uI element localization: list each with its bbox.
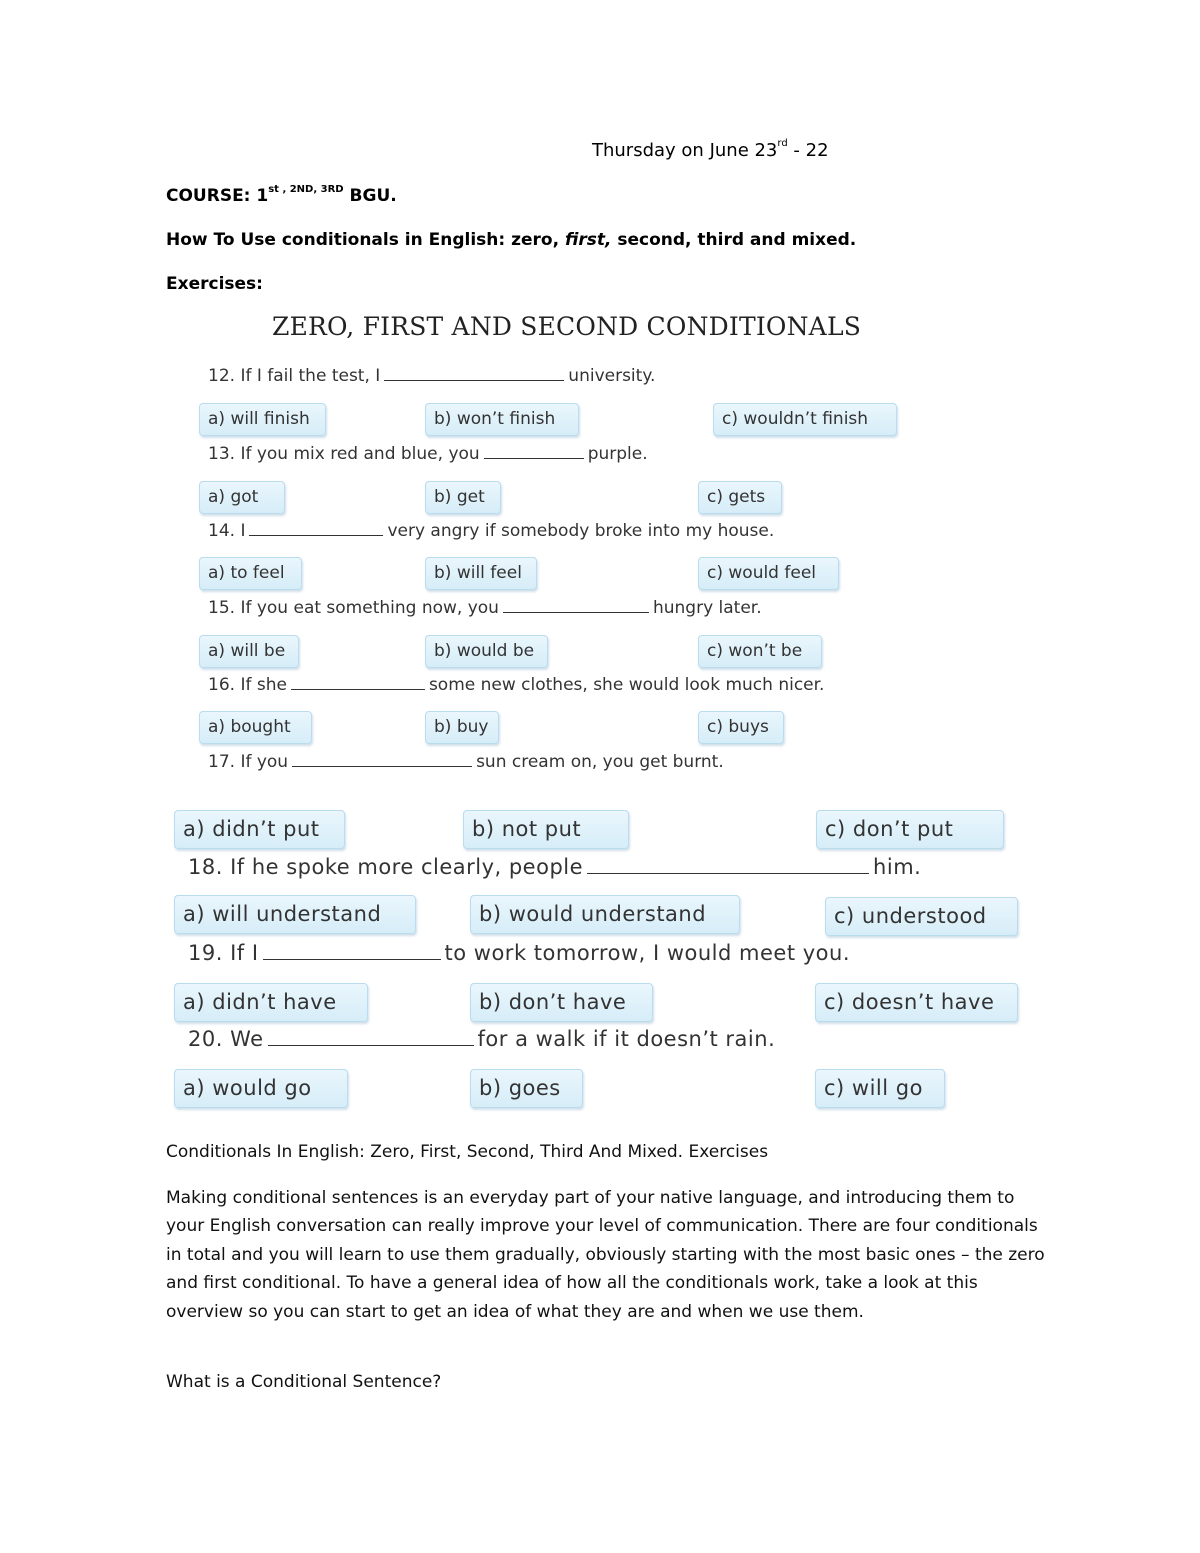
answer-blank[interactable] — [292, 765, 472, 767]
option-b[interactable]: b) would understand — [470, 895, 740, 934]
option-b[interactable]: b) not put — [463, 810, 629, 849]
date-text: Thursday on June 23 — [592, 140, 778, 161]
question-14 — [208, 521, 774, 541]
answer-blank[interactable] — [291, 688, 425, 690]
option-c[interactable]: c) would feel — [698, 557, 839, 590]
option-c[interactable]: c) doesn’t have — [815, 983, 1018, 1022]
option-a[interactable]: a) didn’t have — [174, 983, 368, 1022]
option-a[interactable]: a) didn’t put — [174, 810, 345, 849]
answer-blank[interactable] — [503, 611, 649, 613]
question-20 — [188, 1027, 775, 1051]
course-levels: st , 2ND, 3RD — [268, 184, 344, 195]
option-c[interactable]: c) gets — [698, 481, 782, 514]
question-text: 16. If she — [208, 675, 287, 695]
option-a[interactable]: a) to feel — [199, 557, 302, 590]
option-b[interactable]: b) would be — [425, 635, 548, 668]
question-text-end: him. — [873, 855, 922, 879]
date-line — [592, 140, 829, 161]
answer-blank[interactable] — [384, 379, 564, 381]
question-text: 20. We — [188, 1027, 264, 1051]
question-text: 19. If I — [188, 941, 259, 965]
question-17 — [208, 752, 724, 772]
howto-heading — [166, 230, 856, 250]
question-text-end: hungry later. — [652, 598, 762, 618]
article-question: What is a Conditional Sentence? — [166, 1372, 442, 1392]
option-c[interactable]: c) don’t put — [816, 810, 1004, 849]
option-b[interactable]: b) won’t finish — [425, 403, 579, 436]
question-text-end: purple. — [587, 444, 648, 464]
answer-blank[interactable] — [268, 1044, 474, 1046]
howto-italic: first, — [564, 230, 612, 250]
exercises-label: Exercises: — [166, 274, 263, 294]
question-16 — [208, 675, 824, 695]
question-text: 13. If you mix red and blue, you — [208, 444, 480, 464]
option-c[interactable]: c) buys — [698, 711, 784, 744]
question-13 — [208, 444, 648, 464]
option-b[interactable]: b) will feel — [425, 557, 537, 590]
question-text-end: for a walk if it doesn’t rain. — [477, 1027, 776, 1051]
option-b[interactable]: b) buy — [425, 711, 499, 744]
question-text-end: very angry if somebody broke into my house. — [387, 521, 775, 541]
option-a[interactable]: a) will finish — [199, 403, 326, 436]
question-19 — [188, 941, 850, 965]
answer-blank[interactable] — [249, 534, 383, 536]
answer-blank[interactable] — [484, 457, 584, 459]
option-a[interactable]: a) got — [199, 481, 285, 514]
howto-prefix: How To Use conditionals in English: zero, — [166, 230, 565, 250]
option-a[interactable]: a) would go — [174, 1069, 348, 1108]
article-heading: Conditionals In English: Zero, First, Second, Third And Mixed. Exercises — [166, 1142, 769, 1162]
question-15 — [208, 598, 762, 618]
question-text-end: university. — [568, 366, 656, 386]
option-a[interactable]: a) will be — [199, 635, 299, 668]
article-paragraph: Making conditional sentences is an everyday part of your native language, and introducing them to your English conversation can really improve your level of communication. There are four conditionals in total and you will learn to use them gradually, obviously starting with the most basic ones – the zero and first conditional. To have a general idea of how all the conditionals work, take a look at this overview so you can start to get an idea of what they are and when we use them. — [166, 1188, 1045, 1322]
option-a[interactable]: a) bought — [199, 711, 312, 744]
worksheet-title: ZERO, FIRST AND SECOND CONDITIONALS — [272, 312, 862, 341]
option-c[interactable]: c) wouldn’t finish — [713, 403, 897, 436]
course-suffix: BGU. — [343, 186, 397, 206]
question-18 — [188, 855, 921, 879]
course-line — [166, 186, 397, 206]
answer-blank[interactable] — [263, 958, 441, 960]
question-text: 17. If you — [208, 752, 289, 772]
option-c[interactable]: c) understood — [825, 897, 1018, 936]
question-12 — [208, 366, 655, 386]
course-label: COURSE: 1 — [166, 186, 269, 206]
answer-blank[interactable] — [587, 872, 869, 874]
question-text: 12. If I fail the test, I — [208, 366, 381, 386]
date-superscript: rd — [777, 138, 788, 149]
option-a[interactable]: a) will understand — [174, 895, 416, 934]
question-text: 15. If you eat something now, you — [208, 598, 499, 618]
option-c[interactable]: c) won’t be — [698, 635, 822, 668]
question-text-end: some new clothes, she would look much nicer. — [428, 675, 825, 695]
question-text-end: sun cream on, you get burnt. — [476, 752, 724, 772]
howto-suffix: second, third and mixed. — [611, 230, 857, 250]
option-c[interactable]: c) will go — [815, 1069, 945, 1108]
option-b[interactable]: b) goes — [470, 1069, 583, 1108]
question-text: 18. If he spoke more clearly, people — [188, 855, 584, 879]
option-b[interactable]: b) don’t have — [470, 983, 653, 1022]
option-b[interactable]: b) get — [425, 481, 501, 514]
date-year: - 22 — [787, 140, 829, 161]
question-text: 14. I — [208, 521, 246, 541]
question-text-end: to work tomorrow, I would meet you. — [444, 941, 850, 965]
